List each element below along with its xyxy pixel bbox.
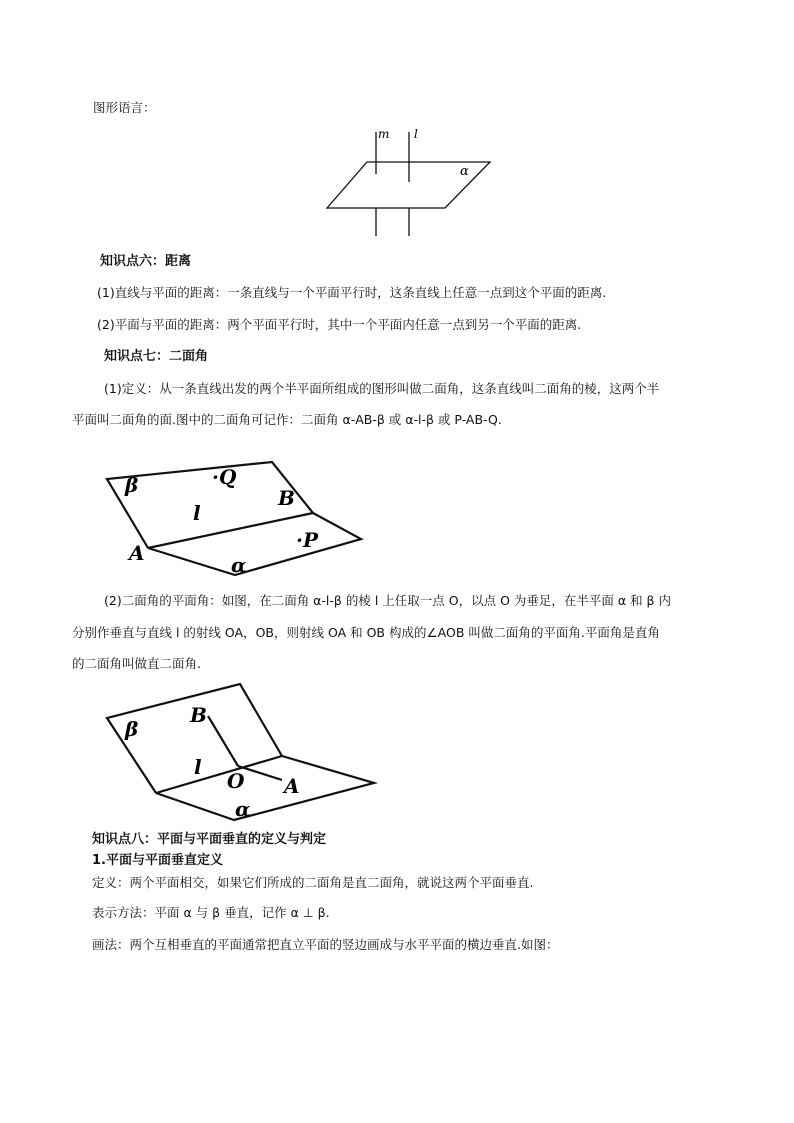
kp6-item-2: (2)平面与平面的距离：两个平面平行时，其中一个平面内任意一点到另一个平面的距离.: [97, 317, 582, 332]
kp7-item-1-line-2: 平面叫二面角的面.图中的二面角可记作：二面角 α-AB-β 或 α-l-β 或 P-AB-Q.: [72, 412, 502, 427]
label-b: B: [190, 703, 207, 727]
kp8-drawing-method: 画法：两个互相垂直的平面通常把直立平面的竖边画成与水平平面的横边垂直.如图：: [92, 937, 559, 952]
label-alpha: α: [231, 553, 247, 577]
ray-oa: [238, 766, 282, 780]
kp7-item-2-line-3: 的二面角叫做直二面角.: [72, 656, 201, 671]
kp8-definition: 定义：两个平面相交，如果它们所成的二面角是直二面角，就说这两个平面垂直.: [92, 875, 534, 890]
label-beta: β: [125, 473, 139, 497]
label-b: B: [278, 486, 295, 510]
label-q: ·Q: [212, 465, 237, 489]
label-a: A: [284, 774, 300, 798]
plane-alpha-shape: [148, 513, 361, 575]
label-m: m: [378, 127, 390, 141]
figure-plane-angle: [100, 680, 380, 830]
figure-perpendicular-lines: [320, 122, 495, 242]
label-alpha: α: [235, 797, 251, 821]
kp7-item-2-line-1: (2)二面角的平面角：如图，在二面角 α-l-β 的棱 l 上任取一点 O，以点 O 为垂足，在半平面 α 和 β 内: [104, 593, 671, 608]
label-l: l: [414, 127, 418, 141]
figure-dihedral-angle: [100, 450, 370, 582]
edge-ab: [148, 513, 313, 548]
plane-alpha-shape: [156, 756, 374, 820]
label-a: A: [129, 541, 145, 565]
kp7-title: 知识点七：二面角: [104, 349, 209, 364]
label-l: l: [194, 755, 202, 779]
kp6-title: 知识点六：距离: [100, 254, 192, 269]
kp7-item-1-line-1: (1)定义：从一条直线出发的两个半平面所组成的图形叫做二面角，这条直线叫二面角的棱，这两个半: [104, 381, 660, 396]
ray-ob: [208, 716, 238, 766]
graph-language-label: 图形语言：: [93, 100, 156, 115]
label-alpha: α: [460, 164, 469, 179]
kp8-subtitle: 1.平面与平面垂直定义: [92, 853, 223, 868]
kp7-item-2-line-2: 分别作垂直与直线 l 的射线 OA，OB，则射线 OA 和 OB 构成的∠AOB 叫做二面角的平面角.平面角是直角: [72, 625, 660, 640]
label-o: O: [227, 769, 245, 793]
label-p: ·P: [296, 528, 319, 552]
kp6-item-1: (1)直线与平面的距离：一条直线与一个平面平行时，这条直线上任意一点到这个平面的距离.: [97, 285, 607, 300]
kp8-title: 知识点八：平面与平面垂直的定义与判定: [92, 832, 327, 847]
kp8-notation: 表示方法：平面 α 与 β 垂直，记作 α ⊥ β.: [92, 905, 330, 920]
label-beta: β: [125, 717, 139, 741]
label-l: l: [193, 501, 201, 525]
